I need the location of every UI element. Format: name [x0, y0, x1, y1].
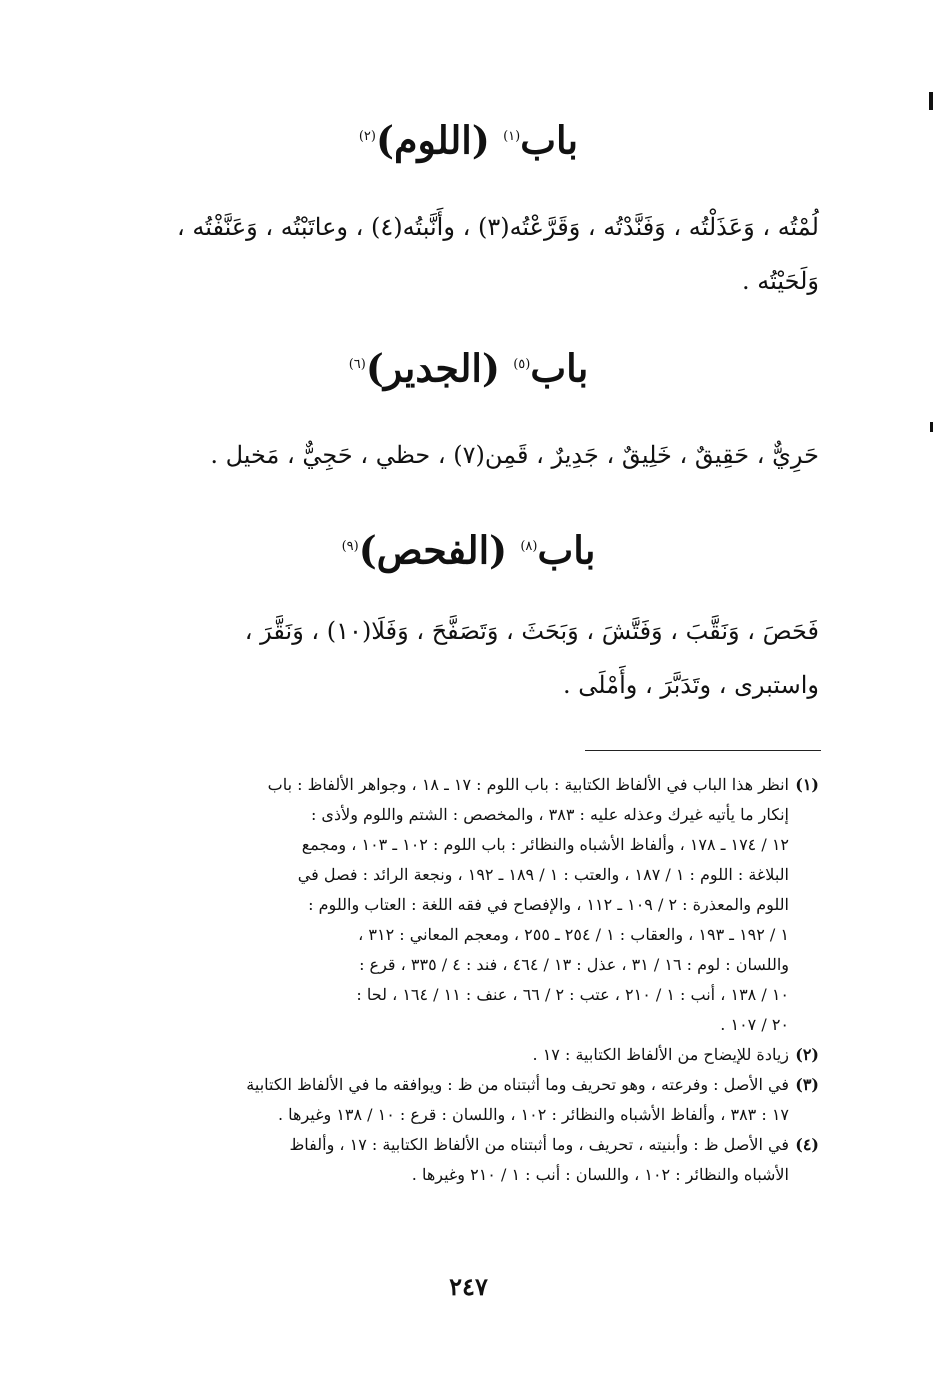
- body-line: لُمْتُه ، وَعَذَلْتُه ، وَفَنَّدْتُه ، وَقَرَّعْتُه(٣) ، وأَنَّبتُه(٤) ، وعاتَبْتُه ، وَعَنَّفْتُه ،: [176, 213, 819, 241]
- footnote-line: ١ / ١٩٢ ـ ١٩٣ ، والعقاب : ١ / ٢٥٤ ـ ٢٥٥ ، ومعجم المعاني : ٣١٢ ،: [358, 925, 789, 944]
- footnote-3: [119, 1070, 819, 1130]
- footnote-line: اللوم والمعذرة : ٢ / ١٠٩ ـ ١١٢ ، والإفصاح في فقه اللغة : العتاب واللوم :: [308, 895, 789, 914]
- section-body-3: [119, 604, 819, 712]
- section-heading-1: [0, 112, 937, 166]
- footnote-ref: (٦): [348, 357, 366, 372]
- footnote-1: [119, 770, 819, 1040]
- footnote-ref: (٥): [513, 357, 531, 372]
- scan-mark: [930, 422, 933, 432]
- section-topic: (الفحص): [358, 527, 508, 573]
- footnote-number: (١): [795, 775, 819, 794]
- footnote-line: الأشباه والنظائر : ١٠٢ ، واللسان : أنب : ١ / ٢١٠ وغيرها .: [411, 1165, 789, 1184]
- footnote-number: (٣): [795, 1075, 819, 1094]
- footnote-separator: [585, 750, 821, 751]
- body-line: فَحَصَ ، وَنَقَّبَ ، وَفَتَّشَ ، وَبَحَثَ ، وَتَصَفَّحَ ، وَفَلَا(١٠) ، وَنَقَّرَ ،: [244, 617, 819, 645]
- scan-mark: [929, 92, 933, 110]
- section-topic: (الجدير): [365, 345, 500, 391]
- footnote-ref: (٢): [358, 129, 376, 144]
- section-heading-3: [0, 522, 937, 576]
- footnote-line: واللسان : لوم : ١٦ / ٣١ ، عذل : ١٣ / ٤٦٤ ، فند : ٤ / ٣٣٥ ، قرع :: [359, 955, 789, 974]
- footnote-number: (٢): [795, 1045, 819, 1064]
- footnote-line: انظر هذا الباب في الألفاظ الكتابية : باب اللوم : ١٧ ـ ١٨ ، وجواهر الألفاظ : باب: [267, 775, 789, 794]
- footnote-line: في الأصل : وفرعته ، وهو تحريف وما أثبتناه من ظ : ويوافقه ما في الألفاظ الكتابية: [246, 1075, 789, 1094]
- footnote-line: في الأصل ظ : وأبنيته ، تحريف ، وما أثبتناه من الألفاظ الكتابية : ١٧ ، وألفاظ: [289, 1135, 789, 1154]
- section-topic: (اللوم): [375, 117, 490, 163]
- page-number: ٢٤٧: [449, 1272, 488, 1301]
- section-body-1: [119, 200, 819, 308]
- section-heading-word: باب: [530, 345, 589, 391]
- footnote-line: ٢٠ / ١٠٧ .: [720, 1015, 789, 1034]
- footnote-line: ١٧ : ٣٨٣ ، وألفاظ الأشباه والنظائر : ١٠٢ ، واللسان : قرع : ١٠ / ١٣٨ وغيرها .: [277, 1105, 789, 1124]
- footnote-ref: (٩): [341, 539, 359, 554]
- footnote-2: [119, 1040, 819, 1070]
- footnote-4: [119, 1130, 819, 1190]
- footnotes: [119, 770, 819, 1190]
- footnote-number: (٤): [795, 1135, 819, 1154]
- section-heading-2: [0, 340, 937, 394]
- section-heading-word: باب: [537, 527, 596, 573]
- footnote-line: ١٠ / ١٣٨ ، أنب : ١ / ٢١٠ ، عتب : ٢ / ٦٦ ، عنف : ١١ / ١٦٤ ، لحا :: [356, 985, 789, 1004]
- footnote-ref: (٨): [520, 539, 538, 554]
- body-line: واستبرى ، وتَدَبَّرَ ، وأَمْلَى .: [563, 671, 819, 699]
- body-line: حَرِيٌّ ، حَقِيقٌ ، خَلِيقٌ ، جَدِيرٌ ، قَمِن(٧) ، حظي ، حَجِيٌّ ، مَخيل .: [210, 441, 819, 469]
- body-line: وَلَحَيْتُه .: [741, 267, 819, 295]
- footnote-line: البلاغة : اللوم : ١ / ١٨٧ ، والعتب : ١ / ١٨٩ ـ ١٩٢ ، ونجعة الرائد : فصل في: [297, 865, 789, 884]
- section-heading-word: باب: [520, 117, 579, 163]
- footnote-line: زيادة للإيضاح من الألفاظ الكتابية : ١٧ .: [532, 1045, 789, 1064]
- footnote-ref: (١): [503, 129, 521, 144]
- section-body-2: [119, 428, 819, 482]
- footnote-line: إنكار ما يأتيه غيرك وعذله عليه : ٣٨٣ ، والمخصص : الشتم واللوم ولأذى :: [310, 805, 789, 824]
- footnote-line: ١٢ / ١٧٤ ـ ١٧٨ ، وألفاظ الأشباه والنظائر : باب اللوم : ١٠٢ ـ ١٠٣ ، ومجمع: [301, 835, 789, 854]
